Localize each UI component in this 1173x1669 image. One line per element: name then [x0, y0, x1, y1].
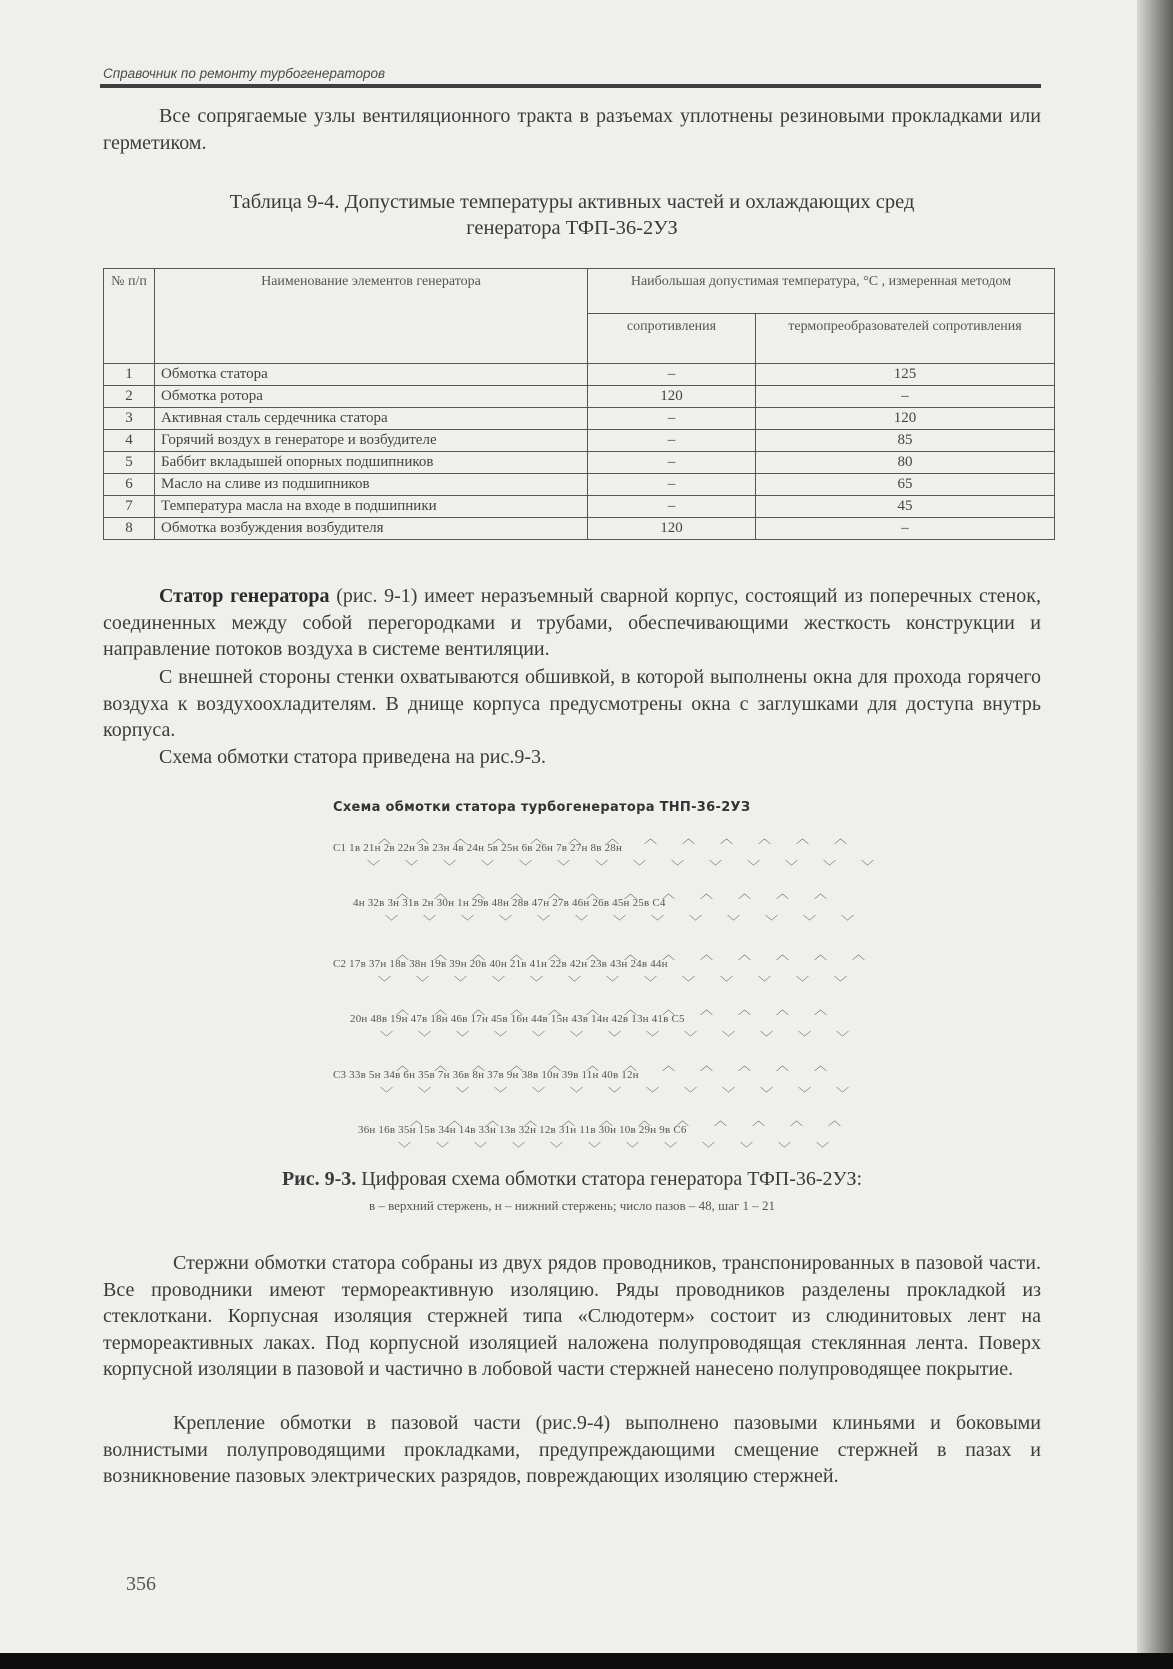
stator-paragraph: [103, 583, 1041, 663]
scheme-reference: Схема обмотки статора приведена на рис.9-3.: [159, 746, 547, 768]
winding-arcs-6: ︿︿︿︿︿︿︿︿︿︿︿︿: [410, 1113, 867, 1128]
cell-name: Обмотка возбуждения возбудителя: [155, 518, 588, 540]
scan-bottom-edge: [0, 1653, 1173, 1669]
cell-resistance: 120: [588, 518, 756, 540]
table-row: [104, 518, 1055, 540]
cell-num: 1: [104, 364, 155, 386]
header-name: Наименование элементов генератора: [155, 269, 588, 364]
table-caption-line-2: генератора ТФП-36-2УЗ: [466, 217, 678, 239]
stator-text: (рис. 9-1) имеет неразъемный сварной корпус, состоящий из поперечных стенок, соединенных между собой перегородками и трубами, обеспечивающими жесткость конструкции и направление потоков воздуха в системе вентиляции.: [103, 585, 1041, 660]
running-head: Справочник по ремонту турбогенераторов: [103, 66, 386, 81]
cell-resistance: –: [588, 408, 756, 430]
cell-resistance: –: [588, 364, 756, 386]
header-num: № п/п: [104, 269, 155, 364]
cell-resistance: –: [588, 474, 756, 496]
scheme-title: Схема обмотки статора турбогенератора ТНП-36-2УЗ: [333, 800, 751, 815]
page-number: 356: [126, 1573, 156, 1595]
cell-resistance: 120: [588, 386, 756, 408]
winding-line-6: 36н 16в 35н 15в 34н 14в 33н 13в 32н 12в 31н 11в 30н 10в 29н 9в С6: [358, 1124, 687, 1136]
cell-thermo: 80: [756, 452, 1055, 474]
winding-arcs-6b: ﹀﹀﹀﹀﹀﹀﹀﹀﹀﹀﹀﹀: [398, 1141, 855, 1156]
winding-arcs-2: ︿︿︿︿︿︿︿︿︿︿︿︿: [396, 886, 853, 901]
winding-arcs-3b: ﹀﹀﹀﹀﹀﹀﹀﹀﹀﹀﹀﹀﹀: [378, 975, 873, 990]
figure-caption-label: Рис. 9-3.: [281, 1168, 357, 1190]
header-rule: [100, 84, 1041, 88]
bars-paragraph: Стержни обмотки статора собраны из двух рядов проводников, транспонированных в пазовой части. Все проводники имеют термореактивную изоляцию. Ряды проводников разделены прокладкой из стеклоткани. Корпусная изоляция стержней типа «Слюдотерм» состоит из слюдинитовых лент на термореактивных лаках. Под корпусной изоляцией наложена полупроводящая стеклянная лента. Поверх корпусной изоляции в пазовой и частично в лобовой части стержней нанесено полупроводящее покрытие.: [103, 1252, 1041, 1380]
cell-num: 5: [104, 452, 155, 474]
cell-name: Баббит вкладышей опорных подшипников: [155, 452, 588, 474]
table-row: [104, 408, 1055, 430]
header-thermo: термопреобразователей сопротивления: [756, 314, 1055, 364]
cell-name: Горячий воздух в генераторе и возбудителе: [155, 430, 588, 452]
header-resistance: сопротивления: [588, 314, 756, 364]
cell-thermo: 45: [756, 496, 1055, 518]
cell-thermo: –: [756, 386, 1055, 408]
table-row: [104, 386, 1055, 408]
cell-thermo: 65: [756, 474, 1055, 496]
table-row: [104, 452, 1055, 474]
page-edge-shadow: [1137, 0, 1173, 1669]
intro-paragraph: Все сопрягаемые узлы вентиляционного тракта в разъемах уплотнены резиновыми прокладками или герметиком.: [103, 105, 1041, 154]
winding-arcs-2b: ﹀﹀﹀﹀﹀﹀﹀﹀﹀﹀﹀﹀﹀: [385, 914, 880, 929]
winding-arcs-5b: ﹀﹀﹀﹀﹀﹀﹀﹀﹀﹀﹀﹀﹀: [380, 1086, 875, 1101]
table-caption: [103, 189, 1041, 241]
stator-heading: Статор генератора: [159, 585, 330, 607]
cell-resistance: –: [588, 496, 756, 518]
cell-num: 6: [104, 474, 155, 496]
temperature-table: [103, 268, 1055, 540]
cell-name: Обмотка ротора: [155, 386, 588, 408]
table-caption-line-1: Таблица 9-4. Допустимые температуры активных частей и охлаждающих сред: [229, 191, 915, 213]
winding-line-5: С3 33в 5н 34в 6н 35в 7н 36в 8н 37в 9н 38в 10н 39в 11н 40в 12н: [333, 1069, 639, 1081]
cell-thermo: 120: [756, 408, 1055, 430]
figure-caption-text: Цифровая схема обмотки статора генератора ТФП-36-2УЗ:: [356, 1168, 863, 1190]
figure-legend: в – верхний стержень, н – нижний стержень; число пазов – 48, шаг 1 – 21: [368, 1198, 776, 1213]
cell-num: 4: [104, 430, 155, 452]
cell-name: Масло на сливе из подшипников: [155, 474, 588, 496]
cell-num: 8: [104, 518, 155, 540]
winding-arcs-4: ︿︿︿︿︿︿︿︿︿︿︿︿: [396, 1002, 853, 1017]
table-body: [104, 364, 1055, 540]
header-max-temp: Наибольшая допустимая температура, °С , измеренная методом: [588, 269, 1055, 314]
cell-thermo: 85: [756, 430, 1055, 452]
cell-num: 2: [104, 386, 155, 408]
cell-name: Активная сталь сердечника статора: [155, 408, 588, 430]
winding-arcs-1b: ﹀﹀﹀﹀﹀﹀﹀﹀﹀﹀﹀﹀﹀﹀: [367, 859, 900, 874]
table-row: [104, 430, 1055, 452]
cell-num: 3: [104, 408, 155, 430]
winding-line-3: С2 17в 37н 18в 38н 19в 39н 20в 40н 21в 41н 22в 42н 23в 43н 24в 44н: [333, 958, 668, 970]
cell-resistance: –: [588, 430, 756, 452]
winding-arcs-4b: ﹀﹀﹀﹀﹀﹀﹀﹀﹀﹀﹀﹀﹀: [380, 1030, 875, 1045]
figure-caption: [103, 1168, 1041, 1191]
cell-thermo: –: [756, 518, 1055, 540]
cell-name: Температура масла на входе в подшипники: [155, 496, 588, 518]
winding-arcs-5: ︿︿︿︿︿︿︿︿︿︿︿︿: [396, 1058, 853, 1073]
cell-name: Обмотка статора: [155, 364, 588, 386]
winding-arcs-1: ︿︿︿︿︿︿︿︿︿︿︿︿︿: [378, 831, 873, 846]
table-row: [104, 496, 1055, 518]
cell-thermo: 125: [756, 364, 1055, 386]
fixing-paragraph: Крепление обмотки в пазовой части (рис.9-4) выполнено пазовыми клиньями и боковыми волнистыми полупроводящими прокладками, предупреждающими смещение стержней в пазах и возникновение пазовых электрических разрядов, повреждающих изоляцию стержней.: [103, 1412, 1041, 1487]
table-row: [104, 474, 1055, 496]
winding-arcs-3: ︿︿︿︿︿︿︿︿︿︿︿︿︿: [396, 947, 891, 962]
outer-paragraph: С внешней стороны стенки охватываются обшивкой, в которой выполнены окна для прохода горячего воздуха к воздухоохладителям. В днище корпуса предусмотрены окна с заглушками для доступа внутрь корпуса.: [103, 666, 1041, 741]
cell-resistance: –: [588, 452, 756, 474]
winding-line-1: С1 1в 21н 2в 22н 3в 23н 4в 24н 5в 25н 6в 26н 7в 27н 8в 28н: [333, 842, 623, 854]
cell-num: 7: [104, 496, 155, 518]
winding-line-2: 4н 32в 3н 31в 2н 30н 1н 29в 48н 28в 47н 27в 46н 26в 45н 25в С4: [353, 897, 666, 909]
table-row: [104, 364, 1055, 386]
winding-line-4: 20н 48в 19н 47в 18н 46в 17н 45в 16н 44в 15н 43в 14н 42в 13н 41в С5: [350, 1013, 685, 1025]
